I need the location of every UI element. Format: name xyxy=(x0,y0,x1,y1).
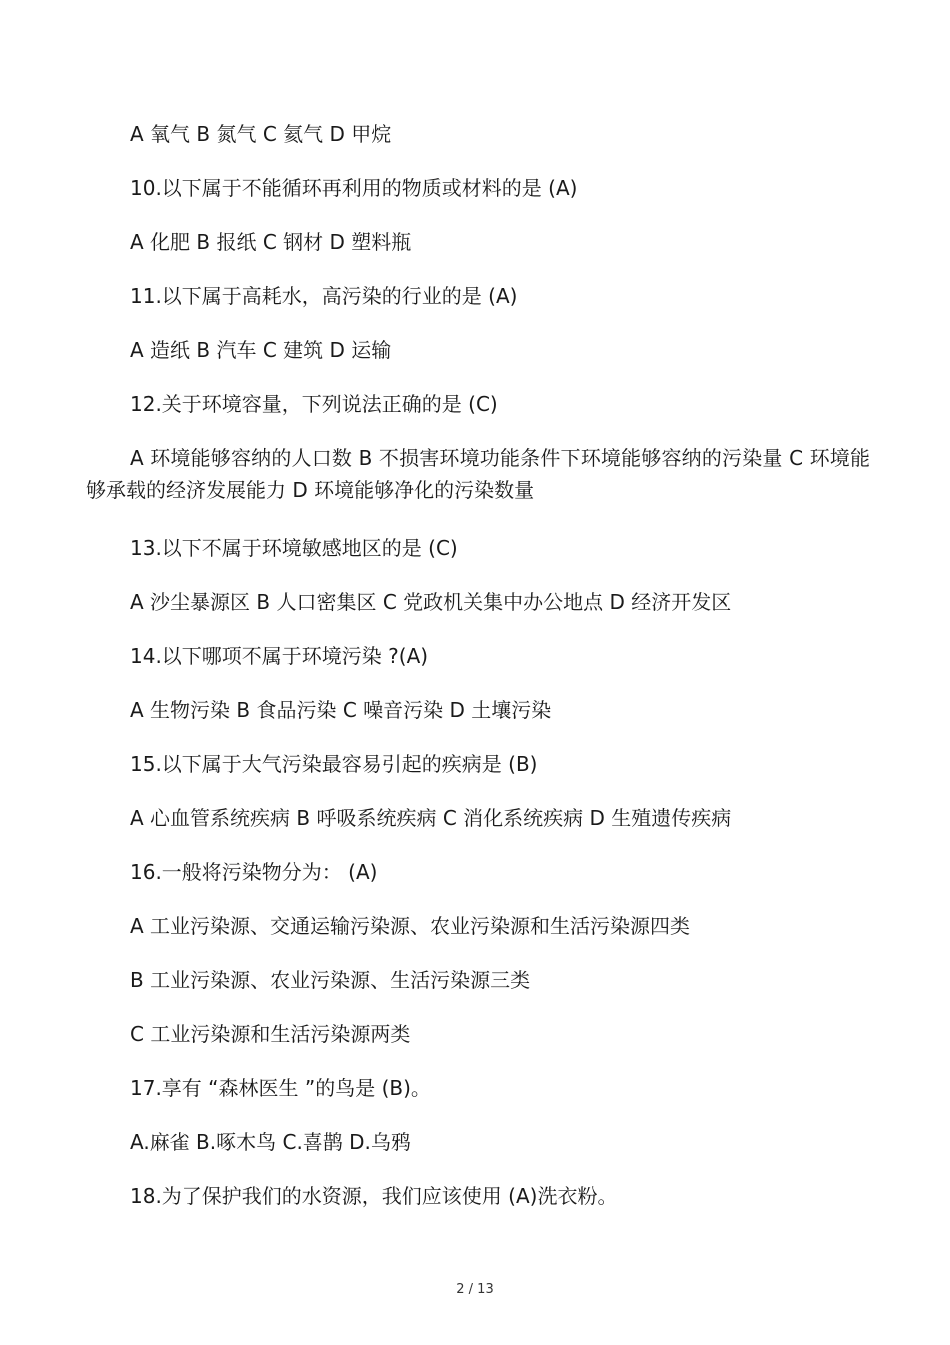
question-line: 16.一般将污染物分为： (A) xyxy=(130,860,378,884)
answer-options-line: A 生物污染 B 食品污染 C 噪音污染 D 土壤污染 xyxy=(130,698,552,722)
answer-options-line: A 工业污染源、交通运输污染源、农业污染源和生活污染源四类 xyxy=(130,914,691,938)
answer-options-line: A 沙尘暴源区 B 人口密集区 C 党政机关集中办公地点 D 经济开发区 xyxy=(130,590,732,614)
page-indicator: 2 / 13 xyxy=(456,1282,494,1297)
answer-options-line: A 造纸 B 汽车 C 建筑 D 运输 xyxy=(130,338,392,362)
question-line: 17.享有 “森林医生 ”的鸟是 (B)。 xyxy=(130,1076,431,1100)
question-line: 10.以下属于不能循环再利用的物质或材料的是 (A) xyxy=(130,176,578,200)
question-line: 18.为了保护我们的水资源，我们应该使用 (A)洗衣粉。 xyxy=(130,1184,618,1208)
answer-options-paragraph: A 环境能够容纳的人口数 B 不损害环境功能条件下环境能够容纳的污染量 C 环境能够承载的经济发展能力 D 环境能够净化的污染数量 xyxy=(86,446,870,502)
answer-options-line: A 化肥 B 报纸 C 钢材 D 塑料瓶 xyxy=(130,230,412,254)
answer-options-line: C 工业污染源和生活污染源两类 xyxy=(130,1022,411,1046)
answer-options-line: B 工业污染源、农业污染源、生活污染源三类 xyxy=(130,968,531,992)
answer-options-line: A 心血管系统疾病 B 呼吸系统疾病 C 消化系统疾病 D 生殖遗传疾病 xyxy=(130,806,732,830)
question-line: 12.关于环境容量，下列说法正确的是 (C) xyxy=(130,392,498,416)
question-line: 15.以下属于大气污染最容易引起的疾病是 (B) xyxy=(130,752,538,776)
question-line: 11.以下属于高耗水，高污染的行业的是 (A) xyxy=(130,284,518,308)
question-line: 13.以下不属于环境敏感地区的是 (C) xyxy=(130,536,458,560)
question-line: 14.以下哪项不属于环境污染 ?(A) xyxy=(130,644,429,668)
answer-options-line: A.麻雀 B.啄木鸟 C.喜鹊 D.乌鸦 xyxy=(130,1130,411,1154)
answer-options-line: A 氧气 B 氮气 C 氦气 D 甲烷 xyxy=(130,122,392,146)
